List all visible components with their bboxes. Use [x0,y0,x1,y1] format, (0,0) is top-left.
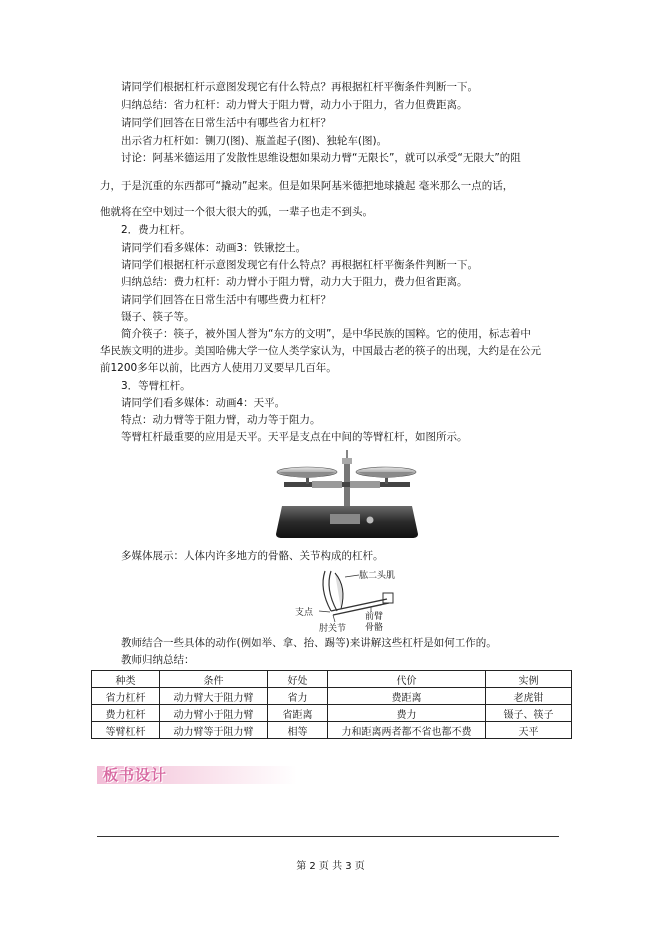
balance-scale-image [272,448,422,540]
footer-divider [97,836,559,837]
table-header-row [92,671,572,688]
table-cell: 动力臂大于阻力臂 [160,688,268,705]
label-forearm: 前臂 [365,612,384,622]
section-heading: 3．等臂杠杆。 [121,380,191,392]
arm-lever-diagram [291,567,403,633]
table-cell: 镊子、筷子 [486,705,572,722]
label-elbow-joint: 肘关节 [319,624,347,633]
table-header: 代价 [328,671,486,688]
text-line: 请同学们回答在日常生活中有哪些省力杠杆？ [121,117,331,129]
text-line: 请同学们看多媒体：动画3：铁锹挖土。 [121,242,307,254]
text-line: 多媒体展示：人体内许多地方的骨骼、关节构成的杠杆。 [121,550,384,562]
table-cell: 等臂杠杆 [92,722,160,739]
table-cell: 费力杠杆 [92,705,160,722]
text-line: 讨论：阿基米德运用了发散性思维设想如果动力臂“无限长”，就可以承受“无限大”的阻 [121,152,521,164]
table-row [92,688,572,705]
text-line: 特点：动力臂等于阻力臂，动力等于阻力。 [121,414,321,426]
table-cell: 省力 [268,688,328,705]
text-line: 教师结合一些具体的动作(例如举、拿、抬、踢等)来讲解这些杠杆是如何工作的。 [121,637,497,649]
label-fulcrum: 支点 [295,608,314,618]
table-header: 好处 [268,671,328,688]
table-cell: 天平 [486,722,572,739]
text-line: 请同学们根据杠杆示意图发现它有什么特点？再根据杠杆平衡条件判断一下。 [121,259,478,271]
text-line: 出示省力杠杆如：铡刀(图)、瓶盖起子(图)、独轮车(图)。 [121,135,388,147]
table-cell: 动力臂小于阻力臂 [160,705,268,722]
table-cell: 省力杠杆 [92,688,160,705]
section-heading: 2．费力杠杆。 [121,224,191,236]
table-cell: 费距离 [328,688,486,705]
text-line: 请同学们回答在日常生活中有哪些费力杠杆？ [121,294,331,306]
table-cell: 老虎钳 [486,688,572,705]
label-biceps: 肱二头肌 [359,571,396,581]
text-line: 力，于是沉重的东西都可“撬动”起来。但是如果阿基米德把地球撬起 毫米那么一点的话， [100,180,514,192]
text-line: 归纳总结：费力杠杆：动力臂小于阻力臂，动力大于阻力，费力但省距离。 [121,276,468,288]
table-cell: 费力 [328,705,486,722]
table-cell: 省距离 [268,705,328,722]
table-cell: 力和距离两者都不省也都不费 [328,722,486,739]
text-line: 华民族文明的进步。美国哈佛大学一位人类学家认为，中国最古老的筷子的出现，大约是在公元 [100,345,541,357]
text-line: 请同学们看多媒体：动画4：天平。 [121,397,286,409]
table-cell: 动力臂等于阻力臂 [160,722,268,739]
label-bone: 骨骼 [365,623,384,633]
table-header: 条件 [160,671,268,688]
text-line: 请同学们根据杠杆示意图发现它有什么特点？再根据杠杆平衡条件判断一下。 [121,81,478,93]
table-cell: 相等 [268,722,328,739]
table-header: 种类 [92,671,160,688]
board-design-title: 板书设计 [103,766,168,784]
text-line: 等臂杠杆最重要的应用是天平。天平是支点在中间的等臂杠杆，如图所示。 [121,431,468,443]
text-line: 镊子、筷子等。 [121,311,195,323]
table-header: 实例 [486,671,572,688]
text-line: 简介筷子：筷子，被外国人誉为“东方的文明”，是中华民族的国粹。它的使用，标志着中 [121,328,531,340]
page-number: 第 2 页 共 3 页 [296,861,365,872]
table-row [92,705,572,722]
text-line: 归纳总结：省力杠杆：动力臂大于阻力臂，动力小于阻力，省力但费距离。 [121,99,468,111]
lever-summary-table [91,670,572,739]
table-row [92,722,572,739]
text-line: 教师归纳总结： [121,654,195,666]
text-line: 他就将在空中划过一个很大很大的弧，一辈子也走不到头。 [100,206,373,218]
text-line: 前1200多年以前，比西方人使用刀叉要早几百年。 [100,362,337,374]
